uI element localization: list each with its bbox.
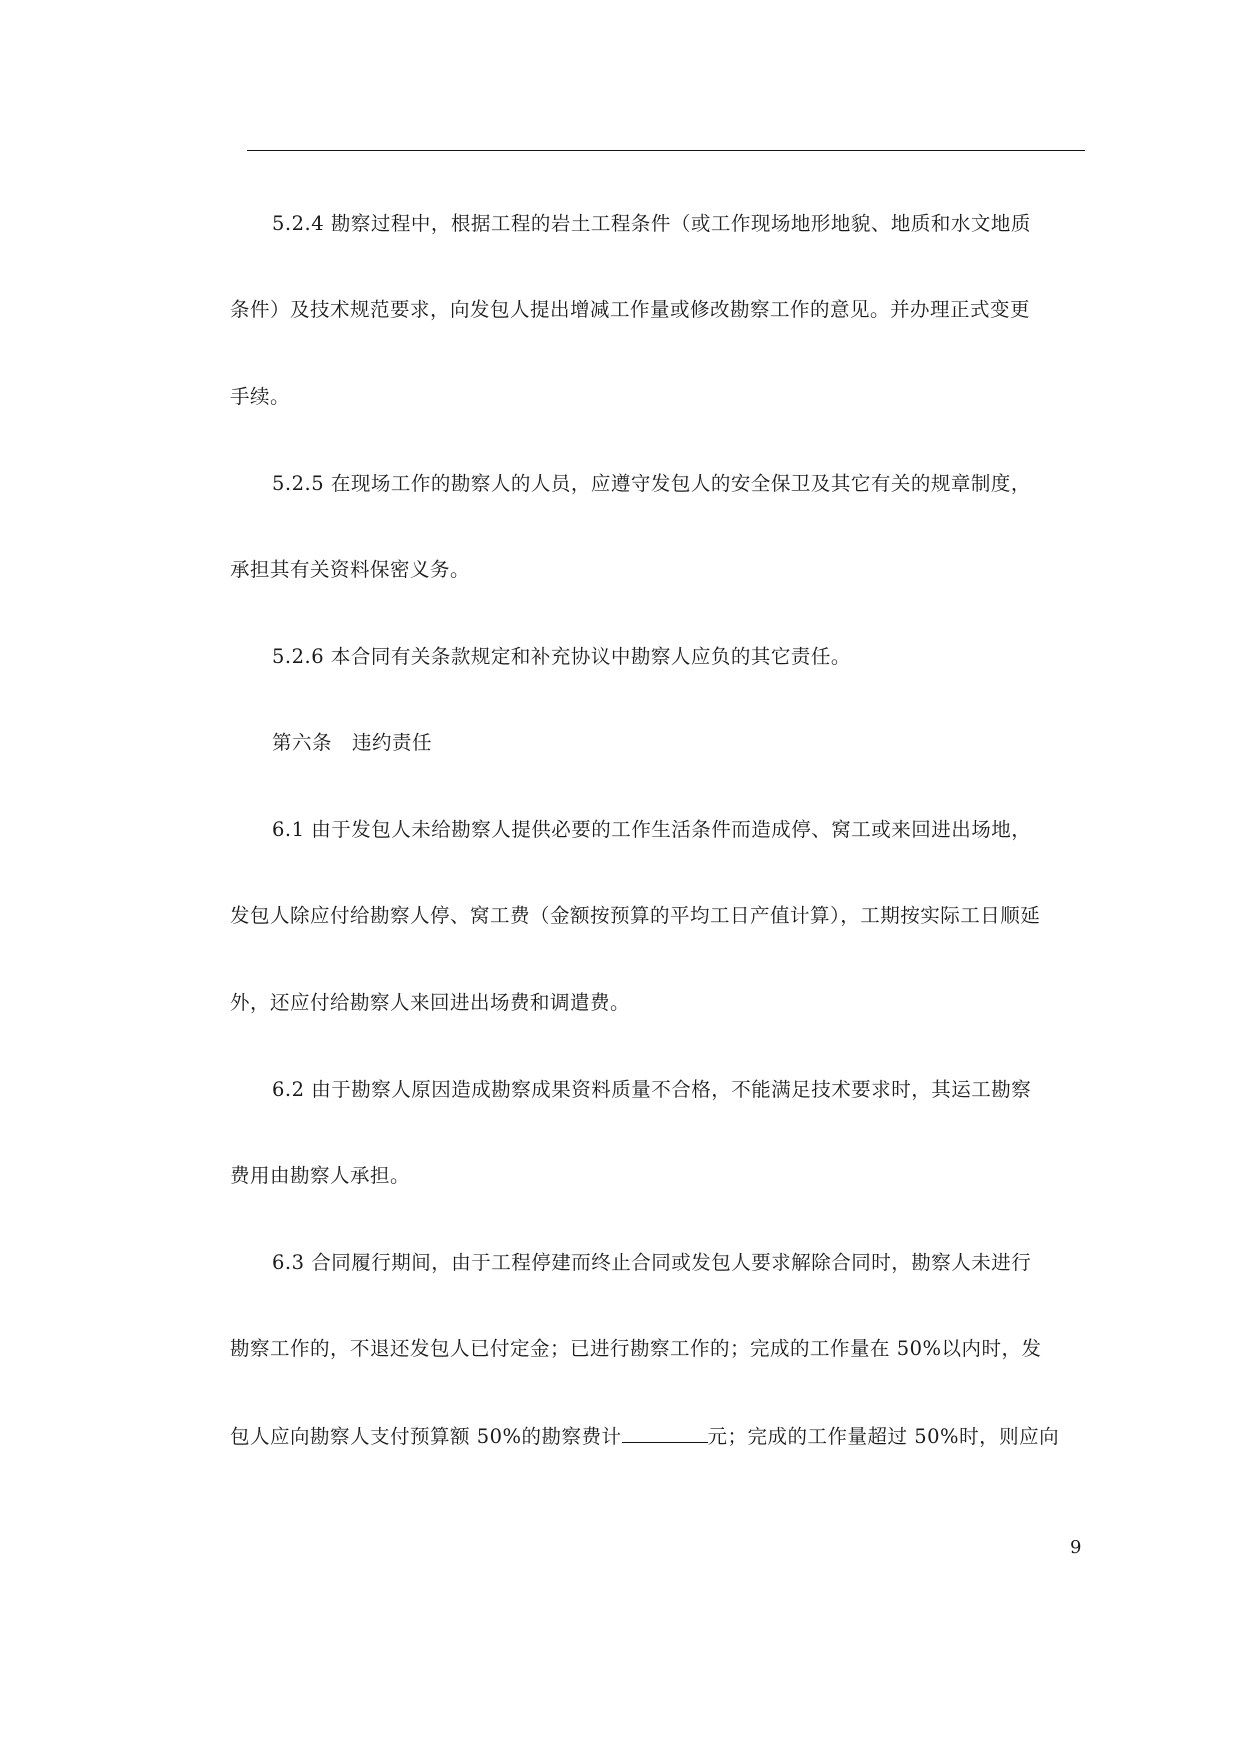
para-6-2-line-1: 6.2 由于勘察人原因造成勘察成果资料质量不合格，不能满足技术要求时，其运工勘察: [272, 1078, 1032, 1101]
para-6-1-line-2: 发包人除应付给勘察人停、窝工费（金额按预算的平均工日产值计算），工期按实际工日顺延: [230, 904, 1041, 927]
para-5-2-4-line-2: 条件）及技术规范要求，向发包人提出增减工作量或修改勘察工作的意见。并办理正式变更: [230, 298, 1031, 321]
para-5-2-4-line-3: 手续。: [230, 385, 291, 408]
para-5-2-5-line-1: 5.2.5 在现场工作的勘察人的人员，应遵守发包人的安全保卫及其它有关的规章制度，: [272, 472, 1031, 495]
page-number: 9: [1070, 1537, 1082, 1558]
para-6-3-line-3: [230, 1424, 1059, 1449]
article-6-heading: 第六条 违约责任: [272, 731, 433, 754]
para-6-3-line-3-before: 包人应向勘察人支付预算额 50%的勘察费计: [230, 1425, 622, 1448]
para-6-1-line-3: 外，还应付给勘察人来回进出场费和调遣费。: [230, 991, 631, 1014]
header-rule: [247, 150, 1085, 151]
para-6-3-line-2: 勘察工作的，不退还发包人已付定金；已进行勘察工作的；完成的工作量在 50%以内时，发: [230, 1337, 1042, 1360]
fill-in-blank: [622, 1424, 708, 1443]
para-5-2-4-line-1: 5.2.4 勘察过程中，根据工程的岩土工程条件（或工作现场地形地貌、地质和水文地质: [272, 212, 1031, 235]
para-6-3-line-3-after: 元；完成的工作量超过 50%时，则应向: [707, 1425, 1060, 1448]
para-6-1-line-1: 6.1 由于发包人未给勘察人提供必要的工作生活条件而造成停、窝工或来回进出场地，: [272, 818, 1032, 841]
para-6-3-line-1: 6.3 合同履行期间，由于工程停建而终止合同或发包人要求解除合同时，勘察人未进行: [272, 1251, 1032, 1274]
para-5-2-5-line-2: 承担其有关资料保密义务。: [230, 558, 471, 581]
para-6-2-line-2: 费用由勘察人承担。: [230, 1164, 411, 1187]
para-5-2-6-line-1: 5.2.6 本合同有关条款规定和补充协议中勘察人应负的其它责任。: [272, 645, 851, 668]
